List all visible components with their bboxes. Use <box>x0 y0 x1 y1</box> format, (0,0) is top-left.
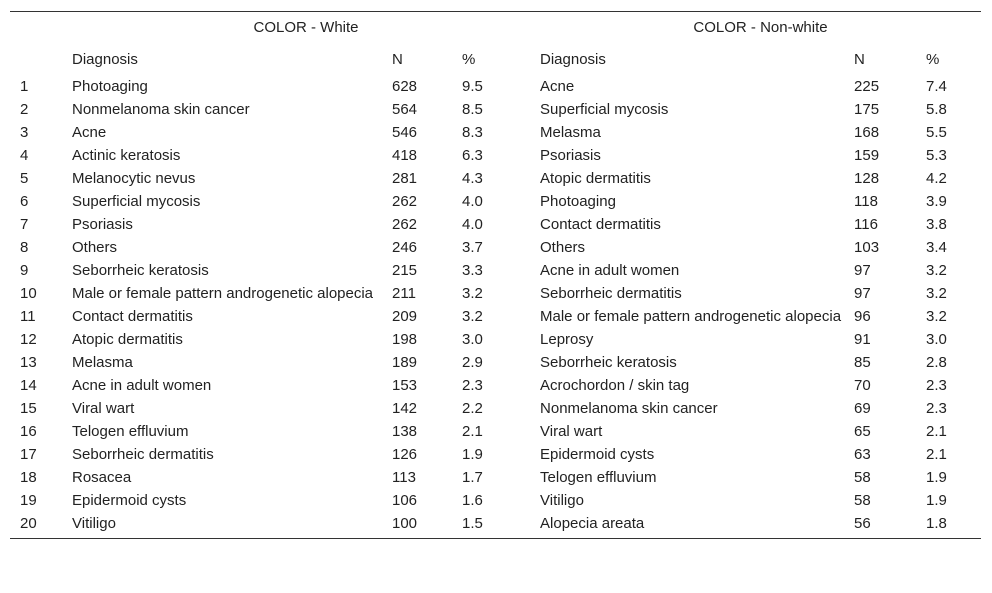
white-diagnosis-cell: Nonmelanoma skin cancer <box>72 101 250 118</box>
white-n-cell: 198 <box>392 331 418 348</box>
white-percent-cell: 1.7 <box>462 469 483 486</box>
nonwhite-diagnosis-cell: Alopecia areata <box>540 512 854 539</box>
nonwhite-percent-cell: 1.9 <box>926 469 947 486</box>
nonwhite-percent-cell: 2.3 <box>926 377 947 394</box>
nonwhite-percent-cell: 3.0 <box>926 331 947 348</box>
white-percent-cell: 4.0 <box>462 193 483 210</box>
white-diagnosis-cell: Viral wart <box>72 400 135 417</box>
rank-cell: 17 <box>20 446 37 463</box>
white-n-cell: 262 <box>392 193 418 210</box>
table-row <box>10 351 981 374</box>
white-percent-cell: 3.0 <box>462 331 483 348</box>
nonwhite-diagnosis-cell: Leprosy <box>540 331 594 348</box>
white-n-cell: 126 <box>392 446 418 463</box>
table-row <box>10 213 981 236</box>
white-n-cell: 209 <box>392 308 418 325</box>
white-percent-cell: 2.1 <box>462 423 483 440</box>
table-row <box>10 190 981 213</box>
white-diagnosis-cell: Seborrheic keratosis <box>72 262 209 279</box>
nonwhite-n-cell: 65 <box>854 423 871 440</box>
nonwhite-n-cell: 97 <box>854 262 871 279</box>
table-row <box>10 75 981 98</box>
white-diagnosis-cell: Others <box>72 239 118 256</box>
nonwhite-diagnosis-cell: Vitiligo <box>540 492 584 509</box>
white-diagnosis-cell: Vitiligo <box>72 512 392 539</box>
nonwhite-percent-cell: 5.8 <box>926 101 947 118</box>
rank-cell: 1 <box>20 78 29 95</box>
nonwhite-n-cell: 175 <box>854 101 880 118</box>
white-diagnosis-cell: Melasma <box>72 354 133 371</box>
nonwhite-percent-header: % <box>926 50 940 68</box>
nonwhite-diagnosis-cell: Acne <box>540 78 575 95</box>
white-percent-cell: 9.5 <box>462 78 483 95</box>
nonwhite-n-cell: 70 <box>854 377 871 394</box>
rank-cell: 7 <box>20 216 29 233</box>
table-body <box>10 75 981 539</box>
white-diagnosis-cell: Atopic dermatitis <box>72 331 183 348</box>
rank-cell: 10 <box>20 285 37 302</box>
rank-cell: 4 <box>20 147 29 164</box>
nonwhite-percent-cell: 7.4 <box>926 78 947 95</box>
table-row <box>10 397 981 420</box>
white-percent-cell: 2.2 <box>462 400 483 417</box>
table-row <box>10 305 981 328</box>
white-diagnosis-cell: Telogen effluvium <box>72 423 189 440</box>
nonwhite-diagnosis-cell: Superficial mycosis <box>540 101 669 118</box>
rank-cell: 15 <box>20 400 37 417</box>
table-row <box>10 512 981 539</box>
nonwhite-percent-cell: 3.2 <box>926 262 947 279</box>
nonwhite-n-cell: 63 <box>854 446 871 463</box>
nonwhite-diagnosis-header: Diagnosis <box>540 50 606 68</box>
white-n-header: N <box>392 50 403 68</box>
table-row <box>10 328 981 351</box>
nonwhite-n-cell: 56 <box>854 512 926 539</box>
rank-cell: 11 <box>20 308 36 325</box>
white-n-cell: 106 <box>392 492 418 509</box>
nonwhite-n-cell: 97 <box>854 285 871 302</box>
white-diagnosis-cell: Actinic keratosis <box>72 147 181 164</box>
nonwhite-n-cell: 85 <box>854 354 871 371</box>
nonwhite-percent-cell: 3.2 <box>926 308 947 325</box>
rank-cell: 6 <box>20 193 29 210</box>
nonwhite-n-cell: 168 <box>854 124 880 141</box>
table-row <box>10 144 981 167</box>
table-row <box>10 167 981 190</box>
white-n-cell: 262 <box>392 216 418 233</box>
nonwhite-n-cell: 96 <box>854 308 871 325</box>
white-n-cell: 211 <box>392 285 416 302</box>
nonwhite-n-cell: 116 <box>854 216 878 233</box>
nonwhite-diagnosis-cell: Seborrheic dermatitis <box>540 285 682 302</box>
white-percent-cell: 8.5 <box>462 101 483 118</box>
nonwhite-diagnosis-cell: Psoriasis <box>540 147 601 164</box>
white-diagnosis-cell: Male or female pattern androgenetic alopecia <box>72 285 374 302</box>
white-percent-header: % <box>462 50 476 68</box>
nonwhite-diagnosis-cell: Atopic dermatitis <box>540 170 651 187</box>
nonwhite-n-cell: 118 <box>854 193 878 210</box>
nonwhite-percent-cell: 5.5 <box>926 124 947 141</box>
rank-cell: 3 <box>20 124 29 141</box>
nonwhite-n-cell: 58 <box>854 492 871 509</box>
nonwhite-n-cell: 103 <box>854 239 880 256</box>
white-diagnosis-cell: Melanocytic nevus <box>72 170 196 187</box>
nonwhite-diagnosis-cell: Contact dermatitis <box>540 216 661 233</box>
nonwhite-diagnosis-cell: Male or female pattern androgenetic alopecia <box>540 308 842 325</box>
white-diagnosis-cell: Rosacea <box>72 469 132 486</box>
white-percent-cell: 4.0 <box>462 216 483 233</box>
nonwhite-n-header: N <box>854 50 865 68</box>
nonwhite-percent-cell: 3.8 <box>926 216 947 233</box>
nonwhite-diagnosis-cell: Nonmelanoma skin cancer <box>540 400 718 417</box>
white-percent-cell: 1.9 <box>462 446 483 463</box>
rank-cell: 16 <box>20 423 37 440</box>
white-percent-cell: 1.5 <box>462 512 540 539</box>
white-n-cell: 113 <box>392 469 416 486</box>
nonwhite-percent-cell: 3.4 <box>926 239 947 256</box>
white-n-cell: 189 <box>392 354 418 371</box>
white-percent-cell: 8.3 <box>462 124 483 141</box>
nonwhite-percent-cell: 1.8 <box>926 512 981 539</box>
nonwhite-n-cell: 225 <box>854 78 880 95</box>
white-diagnosis-cell: Seborrheic dermatitis <box>72 446 214 463</box>
white-percent-cell: 6.3 <box>462 147 483 164</box>
white-n-cell: 546 <box>392 124 418 141</box>
group-header-nonwhite: COLOR - Non-white <box>540 12 981 44</box>
white-percent-cell: 1.6 <box>462 492 483 509</box>
white-n-cell: 215 <box>392 262 418 279</box>
nonwhite-diagnosis-cell: Viral wart <box>540 423 603 440</box>
table-row <box>10 420 981 443</box>
white-percent-cell: 3.7 <box>462 239 483 256</box>
nonwhite-diagnosis-cell: Acne in adult women <box>540 262 680 279</box>
white-percent-cell: 3.3 <box>462 262 483 279</box>
rank-column-header <box>10 43 72 75</box>
table-row <box>10 443 981 466</box>
white-diagnosis-cell: Photoaging <box>72 78 148 95</box>
nonwhite-percent-cell: 4.2 <box>926 170 947 187</box>
rank-group-header <box>10 12 72 44</box>
nonwhite-diagnosis-cell: Epidermoid cysts <box>540 446 655 463</box>
group-header-white: COLOR - White <box>72 12 540 44</box>
white-diagnosis-cell: Superficial mycosis <box>72 193 201 210</box>
column-header-row <box>10 43 981 75</box>
nonwhite-percent-cell: 1.9 <box>926 492 947 509</box>
white-percent-cell: 2.9 <box>462 354 483 371</box>
nonwhite-diagnosis-cell: Seborrheic keratosis <box>540 354 677 371</box>
table-row <box>10 282 981 305</box>
table-row <box>10 236 981 259</box>
white-diagnosis-cell: Epidermoid cysts <box>72 492 187 509</box>
table-row <box>10 121 981 144</box>
table-container <box>10 11 981 539</box>
white-diagnosis-cell: Psoriasis <box>72 216 133 233</box>
white-n-cell: 281 <box>392 170 418 187</box>
white-diagnosis-cell: Acne in adult women <box>72 377 212 394</box>
nonwhite-diagnosis-cell: Photoaging <box>540 193 616 210</box>
nonwhite-diagnosis-cell: Telogen effluvium <box>540 469 657 486</box>
white-n-cell: 100 <box>392 512 462 539</box>
white-n-cell: 418 <box>392 147 418 164</box>
table-row <box>10 489 981 512</box>
table-row <box>10 466 981 489</box>
rank-cell: 18 <box>20 469 37 486</box>
rank-cell: 19 <box>20 492 37 509</box>
white-percent-cell: 3.2 <box>462 285 483 302</box>
white-n-cell: 628 <box>392 78 418 95</box>
nonwhite-diagnosis-cell: Melasma <box>540 124 601 141</box>
rank-cell: 12 <box>20 331 37 348</box>
nonwhite-percent-cell: 2.1 <box>926 446 947 463</box>
white-diagnosis-cell: Acne <box>72 124 107 141</box>
white-percent-cell: 4.3 <box>462 170 483 187</box>
nonwhite-percent-cell: 2.3 <box>926 400 947 417</box>
rank-cell: 2 <box>20 101 29 118</box>
table-row <box>10 259 981 282</box>
rank-cell: 14 <box>20 377 37 394</box>
nonwhite-percent-cell: 3.2 <box>926 285 947 302</box>
white-n-cell: 153 <box>392 377 418 394</box>
nonwhite-percent-cell: 2.1 <box>926 423 947 440</box>
nonwhite-n-cell: 91 <box>854 331 871 348</box>
table-row <box>10 98 981 121</box>
white-n-cell: 142 <box>392 400 418 417</box>
diagnosis-table <box>10 11 981 539</box>
nonwhite-n-cell: 58 <box>854 469 871 486</box>
white-percent-cell: 3.2 <box>462 308 483 325</box>
white-n-cell: 246 <box>392 239 418 256</box>
white-n-cell: 138 <box>392 423 418 440</box>
nonwhite-percent-cell: 2.8 <box>926 354 947 371</box>
nonwhite-n-cell: 159 <box>854 147 880 164</box>
nonwhite-percent-cell: 3.9 <box>926 193 947 210</box>
rank-cell: 9 <box>20 262 29 279</box>
rank-cell: 5 <box>20 170 29 187</box>
nonwhite-n-cell: 69 <box>854 400 871 417</box>
nonwhite-n-cell: 128 <box>854 170 880 187</box>
white-diagnosis-header: Diagnosis <box>72 50 138 68</box>
white-percent-cell: 2.3 <box>462 377 483 394</box>
rank-cell: 13 <box>20 354 37 371</box>
white-diagnosis-cell: Contact dermatitis <box>72 308 193 325</box>
nonwhite-diagnosis-cell: Acrochordon / skin tag <box>540 377 690 394</box>
table-row <box>10 374 981 397</box>
rank-cell: 20 <box>10 512 72 539</box>
white-n-cell: 564 <box>392 101 418 118</box>
nonwhite-diagnosis-cell: Others <box>540 239 586 256</box>
nonwhite-percent-cell: 5.3 <box>926 147 947 164</box>
rank-cell: 8 <box>20 239 29 256</box>
group-header-row <box>10 12 981 44</box>
